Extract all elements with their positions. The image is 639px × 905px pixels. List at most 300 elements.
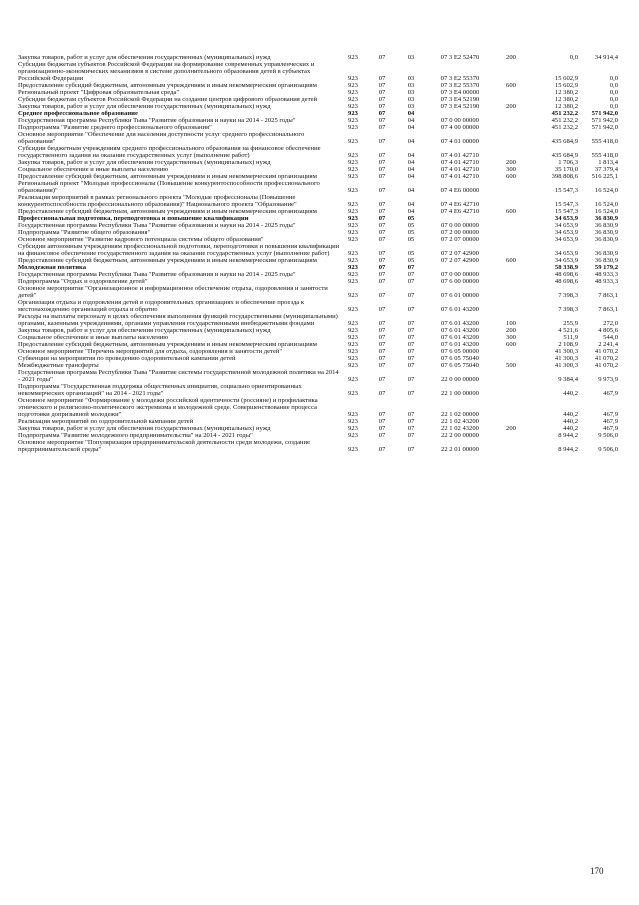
row-subsection: 04: [407, 152, 415, 159]
table-row: [18, 82, 618, 89]
table-row: [18, 383, 618, 397]
row-amount-year-1: 12 380,2: [554, 96, 578, 103]
row-expense-type: [496, 271, 526, 278]
row-amount-year-2: 1 813,4: [598, 159, 618, 166]
row-expense-type: 100: [506, 320, 516, 327]
row-section: 07: [378, 117, 386, 124]
row-expense-type: [496, 145, 526, 159]
row-name: Подпрограмма "Развитие общего образования": [18, 229, 151, 236]
row-section: 07: [378, 446, 386, 453]
row-expense-type: [496, 194, 526, 208]
table-row: [18, 341, 618, 348]
row-name: Государственная программа Республики Тыва "Развитие системы государственной молодежной политики на 2014 - 2021 годы": [18, 369, 339, 383]
row-expense-type: [496, 432, 526, 439]
row-expense-type: 200: [506, 425, 516, 432]
row-name: Основное мероприятие "Обеспечение для населения доступности услуг среднего профессионального образования": [18, 131, 305, 145]
row-amount-year-1: 58 338,9: [554, 264, 578, 271]
row-section: 07: [378, 208, 386, 215]
row-amount-year-1: 0,0: [569, 54, 578, 61]
row-ministry-code: 923: [348, 348, 358, 355]
row-expense-type: [496, 243, 526, 257]
row-expense-type: [496, 397, 526, 418]
row-expense-type: [496, 278, 526, 285]
row-subsection: 07: [407, 341, 415, 348]
row-section: 07: [378, 236, 386, 243]
row-target-article: 07 6 01 43200: [441, 327, 479, 334]
table-row: [18, 348, 618, 355]
table-row: [18, 208, 618, 215]
row-target-article: 22 2 00 00000: [441, 432, 479, 439]
row-amount-year-2: 571 942,0: [591, 110, 618, 117]
row-name: Расходы на выплаты персоналу в целях обеспечения выполнения функций государственными (муниципальными) органами, казенными учреждениями, органами управления государственными внебюджетными фондами: [18, 313, 338, 327]
row-name: Предоставление субсидий бюджетным, автономным учреждениям и иным некоммерческим организациям: [18, 173, 317, 180]
row-expense-type: [496, 236, 526, 243]
row-name: Основное мероприятие "Организационное и информационное обеспечение отдыха, оздоровления и занятости детей": [18, 285, 328, 299]
row-amount-year-1: 398 808,6: [551, 173, 578, 180]
row-section: 07: [378, 348, 386, 355]
row-subsection: 05: [407, 215, 415, 222]
row-ministry-code: 923: [348, 215, 358, 222]
row-target-article: 07 4 00 00000: [441, 124, 479, 131]
row-expense-type: [496, 229, 526, 236]
row-ministry-code: 923: [348, 96, 358, 103]
row-name: Закупка товаров, работ и услуг для обеспечения государственных (муниципальных) нужд: [18, 159, 271, 166]
row-subsection: 04: [407, 110, 415, 117]
row-amount-year-1: 15 547,3: [554, 201, 578, 208]
row-amount-year-2: 36 830,9: [594, 215, 618, 222]
row-subsection: 04: [407, 166, 415, 173]
row-target-article: 07 2 07 42900: [441, 250, 479, 257]
row-amount-year-2: 0,0: [609, 75, 618, 82]
row-subsection: 07: [407, 306, 415, 313]
table-row: [18, 180, 618, 194]
row-expense-type: 300: [506, 334, 516, 341]
budget-table-page: [18, 54, 618, 453]
row-amount-year-1: 34 653,9: [554, 215, 578, 222]
table-row: [18, 166, 618, 173]
table-row: [18, 103, 618, 110]
row-ministry-code: 923: [348, 222, 358, 229]
row-section: 07: [378, 82, 386, 89]
row-ministry-code: 923: [348, 432, 358, 439]
row-target-article: 07 4 01 42710: [441, 173, 479, 180]
row-target-article: 07 4 01 42710: [441, 152, 479, 159]
row-name: Субсидии бюджетным учреждениям среднего профессионального образования на финансовое обеспечение государственного задания на оказание государственных услуг (выполнение работ): [18, 145, 321, 159]
budget-table: [18, 54, 618, 453]
row-subsection: 04: [407, 208, 415, 215]
row-name: Социальное обеспечение и иные выплаты населению: [18, 166, 169, 173]
row-name: Основное мероприятие "Формирование у молодежи российской идентичности (россияне) и профилактика этнического и религиозно-политического экстремизма в молодежной среде. Совершенствование процесса подготовки допризывной молодежи": [18, 397, 318, 418]
row-amount-year-2: 272,0: [603, 320, 618, 327]
row-subsection: 04: [407, 201, 415, 208]
row-expense-type: [496, 61, 526, 82]
row-name: Предоставление субсидий бюджетным, автономным учреждениям и иным некоммерческим организациям: [18, 341, 317, 348]
table-row: [18, 278, 618, 285]
row-section: 07: [378, 432, 386, 439]
table-row: [18, 145, 618, 159]
row-target-article: 07 6 01 00000: [441, 292, 479, 299]
row-ministry-code: 923: [348, 425, 358, 432]
table-row: [18, 299, 618, 313]
row-amount-year-2: 467,9: [603, 425, 618, 432]
row-amount-year-2: 36 830,9: [594, 229, 618, 236]
row-target-article: 07 3 E2 52470: [440, 54, 480, 61]
row-amount-year-2: 16 524,0: [594, 208, 618, 215]
row-name: Молодежная политика: [18, 264, 87, 271]
row-expense-type: [496, 96, 526, 103]
row-section: 07: [378, 138, 386, 145]
table-row: [18, 229, 618, 236]
table-row: [18, 397, 618, 418]
row-subsection: 07: [407, 418, 415, 425]
row-expense-type: [496, 215, 526, 222]
row-amount-year-1: 511,9: [563, 334, 578, 341]
row-amount-year-2: 544,0: [603, 334, 618, 341]
row-section: 07: [378, 124, 386, 131]
row-amount-year-1: 8 944,2: [558, 432, 578, 439]
row-ministry-code: 923: [348, 334, 358, 341]
row-subsection: 03: [407, 103, 415, 110]
row-ministry-code: 923: [348, 89, 358, 96]
row-section: 07: [378, 320, 386, 327]
table-row: [18, 257, 618, 264]
row-target-article: 07 6 01 43200: [441, 320, 479, 327]
table-row: [18, 334, 618, 341]
row-ministry-code: 923: [348, 257, 358, 264]
row-expense-type: 500: [506, 362, 516, 369]
table-row: [18, 117, 618, 124]
row-target-article: 22 1 02 43200: [441, 425, 479, 432]
row-target-article: 07 6 01 43200: [441, 341, 479, 348]
row-amount-year-1: 41 300,3: [554, 362, 578, 369]
row-subsection: 05: [407, 250, 415, 257]
row-target-article: 07 6 05 00000: [441, 348, 479, 355]
budget-table-body: [18, 54, 618, 453]
row-target-article: 07 3 E4 00000: [440, 89, 480, 96]
table-row: [18, 124, 618, 131]
row-target-article: 07 4 01 42710: [441, 159, 479, 166]
row-amount-year-2: 9 973,9: [598, 376, 618, 383]
row-ministry-code: 923: [348, 103, 358, 110]
row-name: Межбюджетные трансферты: [18, 362, 99, 369]
row-expense-type: [496, 348, 526, 355]
row-name: Подпрограмма "Развитие среднего профессионального образования": [18, 124, 212, 131]
row-section: 07: [378, 222, 386, 229]
row-amount-year-2: 0,0: [609, 89, 618, 96]
row-amount-year-2: 36 830,9: [594, 257, 618, 264]
table-row: [18, 236, 618, 243]
table-row: [18, 418, 618, 425]
row-amount-year-2: 0,0: [609, 103, 618, 110]
row-name: Региональный проект "Цифровая образовательная среда": [18, 89, 180, 96]
row-amount-year-2: 34 914,4: [594, 54, 618, 61]
row-section: 07: [378, 306, 386, 313]
row-amount-year-1: 34 653,9: [554, 257, 578, 264]
row-section: 07: [378, 173, 386, 180]
row-amount-year-1: 15 602,9: [554, 82, 578, 89]
table-row: [18, 96, 618, 103]
row-name: Государственная программа Республики Тыва "Развитие образования и науки на 2014 - 2025 годы": [18, 222, 296, 229]
row-amount-year-2: 41 070,2: [594, 348, 618, 355]
row-amount-year-1: 7 398,3: [558, 292, 578, 299]
row-subsection: 04: [407, 124, 415, 131]
row-subsection: 07: [407, 320, 415, 327]
table-row: [18, 159, 618, 166]
row-section: 07: [378, 54, 386, 61]
row-amount-year-2: 571 942,0: [591, 124, 618, 131]
row-ministry-code: 923: [348, 54, 358, 61]
row-ministry-code: 923: [348, 138, 358, 145]
row-subsection: 04: [407, 159, 415, 166]
row-amount-year-1: 440,2: [563, 390, 578, 397]
row-section: 07: [378, 110, 386, 117]
table-row: [18, 327, 618, 334]
table-row: [18, 54, 618, 61]
row-target-article: 07 4 01 42710: [441, 166, 479, 173]
row-amount-year-2: 9 506,0: [598, 446, 618, 453]
row-expense-type: [496, 180, 526, 194]
row-ministry-code: 923: [348, 292, 358, 299]
row-amount-year-1: 451 232,2: [551, 110, 578, 117]
row-ministry-code: 923: [348, 201, 358, 208]
row-expense-type: 600: [506, 257, 516, 264]
row-expense-type: [496, 299, 526, 313]
row-amount-year-1: 451 232,2: [551, 124, 578, 131]
row-expense-type: [496, 110, 526, 117]
row-section: 07: [378, 327, 386, 334]
row-amount-year-1: 2 108,9: [558, 341, 578, 348]
row-amount-year-2: 467,9: [603, 418, 618, 425]
row-expense-type: [496, 285, 526, 299]
row-section: 07: [378, 89, 386, 96]
row-target-article: [424, 215, 496, 222]
row-expense-type: 600: [506, 82, 516, 89]
row-ministry-code: 923: [348, 124, 358, 131]
row-amount-year-2: 467,9: [603, 390, 618, 397]
row-ministry-code: 923: [348, 75, 358, 82]
row-section: 07: [378, 257, 386, 264]
row-expense-type: [496, 369, 526, 383]
row-subsection: 03: [407, 82, 415, 89]
table-row: [18, 264, 618, 271]
row-ministry-code: 923: [348, 411, 358, 418]
row-amount-year-2: 467,9: [603, 411, 618, 418]
row-target-article: 07 3 E4 52190: [440, 96, 480, 103]
row-expense-type: [496, 131, 526, 145]
table-row: [18, 89, 618, 96]
row-subsection: 04: [407, 138, 415, 145]
row-ministry-code: 923: [348, 208, 358, 215]
row-expense-type: 200: [506, 159, 516, 166]
row-amount-year-2: 16 524,0: [594, 187, 618, 194]
row-name: Закупка товаров, работ и услуг для обеспечения государственных (муниципальных) нужд: [18, 327, 271, 334]
row-ministry-code: 923: [348, 362, 358, 369]
row-expense-type: [496, 418, 526, 425]
row-expense-type: 600: [506, 341, 516, 348]
row-amount-year-1: 451 232,2: [551, 117, 578, 124]
row-section: 07: [378, 75, 386, 82]
row-section: 07: [378, 187, 386, 194]
row-subsection: 03: [407, 96, 415, 103]
row-name: Подпрограмма "Отдых и оздоровление детей": [18, 278, 148, 285]
row-section: 07: [378, 418, 386, 425]
row-section: 07: [378, 152, 386, 159]
row-subsection: 03: [407, 54, 415, 61]
row-ministry-code: 923: [348, 355, 358, 362]
row-ministry-code: 923: [348, 327, 358, 334]
row-name: Реализация мероприятий по оздоровительной кампании детей: [18, 418, 194, 425]
row-target-article: 07 0 00 00000: [441, 271, 479, 278]
row-amount-year-2: 48 933,3: [594, 278, 618, 285]
row-amount-year-2: 41 070,2: [594, 355, 618, 362]
row-amount-year-2: 37 379,4: [594, 166, 618, 173]
row-amount-year-2: 36 830,9: [594, 250, 618, 257]
row-subsection: 07: [407, 376, 415, 383]
row-ministry-code: 923: [348, 446, 358, 453]
row-section: 07: [378, 334, 386, 341]
row-ministry-code: 923: [348, 306, 358, 313]
table-row: [18, 215, 618, 222]
row-amount-year-1: 34 653,9: [554, 236, 578, 243]
row-target-article: 07 6 01 43200: [441, 334, 479, 341]
table-row: [18, 313, 618, 327]
row-amount-year-2: 16 524,0: [594, 201, 618, 208]
page-number: 170: [590, 866, 604, 876]
row-ministry-code: 923: [348, 390, 358, 397]
row-amount-year-2: 2 241,4: [598, 341, 618, 348]
row-section: 07: [378, 96, 386, 103]
row-subsection: 07: [407, 432, 415, 439]
row-amount-year-1: 41 300,3: [554, 355, 578, 362]
row-expense-type: [496, 355, 526, 362]
row-name: Региональный проект "Молодые профессионалы (Повышение конкурентоспособности профессионального образования)": [18, 180, 320, 194]
row-target-article: 22 1 02 00000: [441, 411, 479, 418]
row-ministry-code: 923: [348, 173, 358, 180]
row-subsection: 07: [407, 390, 415, 397]
row-ministry-code: 923: [348, 271, 358, 278]
row-amount-year-2: 9 506,0: [598, 432, 618, 439]
row-amount-year-1: 440,2: [563, 411, 578, 418]
row-target-article: 07 4 E6 42710: [440, 201, 480, 208]
row-expense-type: [496, 124, 526, 131]
row-section: 07: [378, 411, 386, 418]
row-target-article: 22 0 00 00000: [441, 376, 479, 383]
row-section: 07: [378, 166, 386, 173]
row-expense-type: [496, 222, 526, 229]
row-target-article: 07 4 E6 42710: [440, 208, 480, 215]
row-expense-type: [496, 264, 526, 271]
row-target-article: 22 1 00 00000: [441, 390, 479, 397]
row-subsection: 07: [407, 271, 415, 278]
row-section: 07: [378, 278, 386, 285]
row-name: Субсидии автономным учреждениям профессиональной подготовки, переподготовки и повышения квалификации на финансовое обеспечение государственного задания на оказание государственных услуг (выполнение работ): [18, 243, 340, 257]
row-name: Среднее профессиональное образование: [18, 110, 138, 117]
table-row: [18, 439, 618, 453]
row-amount-year-1: 7 398,3: [558, 306, 578, 313]
row-section: 07: [378, 250, 386, 257]
row-subsection: 07: [407, 355, 415, 362]
row-subsection: 07: [407, 425, 415, 432]
row-subsection: 05: [407, 229, 415, 236]
row-subsection: 05: [407, 236, 415, 243]
row-subsection: 04: [407, 173, 415, 180]
table-row: [18, 173, 618, 180]
row-section: 07: [378, 376, 386, 383]
row-subsection: 04: [407, 117, 415, 124]
row-subsection: 03: [407, 75, 415, 82]
row-subsection: 07: [407, 348, 415, 355]
row-amount-year-1: 440,2: [563, 425, 578, 432]
row-expense-type: [496, 439, 526, 453]
row-name: Закупка товаров, работ и услуг для обеспечения государственных (муниципальных) нужд: [18, 103, 271, 110]
row-ministry-code: 923: [348, 376, 358, 383]
row-amount-year-2: 571 942,0: [591, 117, 618, 124]
row-target-article: 07 4 01 00000: [441, 138, 479, 145]
row-ministry-code: 923: [348, 250, 358, 257]
row-target-article: 07 2 07 00000: [441, 236, 479, 243]
row-amount-year-1: 4 521,6: [558, 327, 578, 334]
row-section: 07: [378, 271, 386, 278]
row-ministry-code: 923: [348, 110, 358, 117]
row-expense-type: 600: [506, 208, 516, 215]
row-ministry-code: 923: [348, 278, 358, 285]
row-ministry-code: 923: [348, 236, 358, 243]
row-section: 07: [378, 425, 386, 432]
row-subsection: 05: [407, 257, 415, 264]
row-amount-year-1: 15 602,9: [554, 75, 578, 82]
row-name: Государственная программа Республики Тыва "Развитие образования и науки на 2014 - 2025 годы": [18, 271, 296, 278]
row-expense-type: [496, 383, 526, 397]
table-row: [18, 362, 618, 369]
row-amount-year-1: 8 944,2: [558, 446, 578, 453]
row-ministry-code: 923: [348, 264, 358, 271]
table-row: [18, 355, 618, 362]
row-amount-year-2: 59 179,2: [594, 264, 618, 271]
row-subsection: 07: [407, 411, 415, 418]
row-target-article: 07 2 00 00000: [441, 229, 479, 236]
row-section: 07: [378, 355, 386, 362]
row-expense-type: [496, 89, 526, 96]
row-amount-year-1: 15 547,3: [554, 187, 578, 194]
row-ministry-code: 923: [348, 166, 358, 173]
row-subsection: 05: [407, 222, 415, 229]
row-expense-type: 300: [506, 166, 516, 173]
row-name: Субвенции на мероприятия по проведению оздоровительной кампании детей: [18, 355, 236, 362]
row-name: Закупка товаров, работ и услуг для обеспечения государственных (муниципальных) нужд: [18, 425, 271, 432]
row-amount-year-2: 41 070,2: [594, 362, 618, 369]
row-expense-type: 200: [506, 327, 516, 334]
row-section: 07: [378, 229, 386, 236]
row-amount-year-1: 1 706,3: [558, 159, 578, 166]
row-amount-year-1: 35 170,0: [554, 166, 578, 173]
row-expense-type: 200: [506, 54, 516, 61]
row-target-article: [424, 264, 496, 271]
row-amount-year-1: 48 698,6: [554, 271, 578, 278]
row-target-article: 22 1 02 43200: [441, 418, 479, 425]
row-ministry-code: 923: [348, 187, 358, 194]
row-amount-year-1: 9 384,4: [558, 376, 578, 383]
row-section: 07: [378, 201, 386, 208]
row-amount-year-2: 0,0: [609, 82, 618, 89]
row-target-article: 07 6 05 75040: [441, 355, 479, 362]
row-amount-year-1: 15 547,3: [554, 208, 578, 215]
row-name: Закупка товаров, работ и услуг для обеспечения государственных (муниципальных) нужд: [18, 54, 271, 61]
table-row: [18, 285, 618, 299]
row-subsection: 04: [407, 187, 415, 194]
table-row: [18, 243, 618, 257]
row-name: Подпрограмма "Развитие молодежного предпринимательства" на 2014 - 2021 годы": [18, 432, 253, 439]
row-target-article: 07 6 01 43200: [441, 306, 479, 313]
